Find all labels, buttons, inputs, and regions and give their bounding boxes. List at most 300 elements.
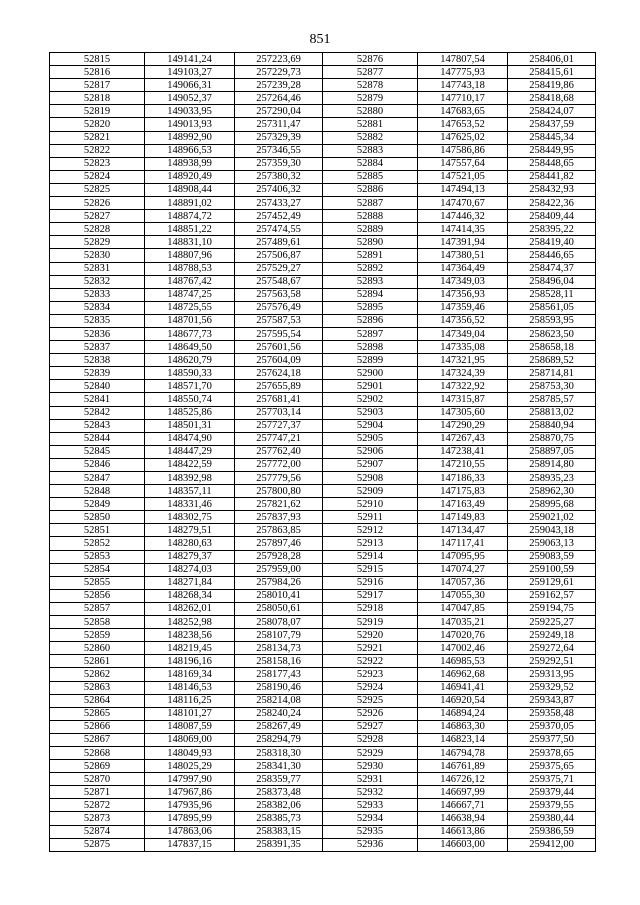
y-coordinate-left: 258134,73 xyxy=(235,642,323,655)
point-number-right: 52913 xyxy=(323,537,418,550)
table-row xyxy=(50,66,596,79)
x-coordinate-left: 147997,90 xyxy=(145,773,235,786)
x-coordinate-right: 146603,00 xyxy=(418,838,508,851)
x-coordinate-left: 148677,73 xyxy=(145,327,235,340)
point-number-right: 52910 xyxy=(323,498,418,511)
x-coordinate-right: 147356,52 xyxy=(418,314,508,327)
point-number-right: 52876 xyxy=(323,53,418,66)
x-coordinate-right: 147349,03 xyxy=(418,275,508,288)
y-coordinate-left: 257727,37 xyxy=(235,419,323,432)
table-row xyxy=(50,393,596,406)
point-number-left: 52857 xyxy=(50,602,145,615)
point-number-left: 52869 xyxy=(50,760,145,773)
table-row xyxy=(50,249,596,262)
y-coordinate-left: 257762,40 xyxy=(235,445,323,458)
point-number-right: 52912 xyxy=(323,524,418,537)
point-number-left: 52849 xyxy=(50,498,145,511)
y-coordinate-left: 257747,21 xyxy=(235,432,323,445)
table-row xyxy=(50,183,596,196)
x-coordinate-left: 148280,63 xyxy=(145,537,235,550)
x-coordinate-left: 149066,31 xyxy=(145,79,235,92)
table-row xyxy=(50,602,596,615)
x-coordinate-right: 147364,49 xyxy=(418,262,508,275)
table-row xyxy=(50,210,596,223)
point-number-left: 52864 xyxy=(50,694,145,707)
x-coordinate-right: 147047,85 xyxy=(418,602,508,615)
point-number-left: 52852 xyxy=(50,537,145,550)
x-coordinate-left: 148392,98 xyxy=(145,472,235,485)
y-coordinate-left: 257563,58 xyxy=(235,288,323,301)
table-row xyxy=(50,511,596,524)
point-number-right: 52920 xyxy=(323,629,418,642)
y-coordinate-left: 257703,14 xyxy=(235,406,323,419)
table-row xyxy=(50,406,596,419)
point-number-left: 52833 xyxy=(50,288,145,301)
x-coordinate-left: 148620,79 xyxy=(145,354,235,367)
y-coordinate-right: 258409,44 xyxy=(508,210,596,223)
point-number-left: 52819 xyxy=(50,105,145,118)
x-coordinate-right: 147305,60 xyxy=(418,406,508,419)
y-coordinate-right: 258406,01 xyxy=(508,53,596,66)
y-coordinate-left: 257290,04 xyxy=(235,105,323,118)
x-coordinate-right: 147653,52 xyxy=(418,118,508,131)
y-coordinate-right: 258446,65 xyxy=(508,249,596,262)
table-row xyxy=(50,157,596,170)
x-coordinate-right: 146667,71 xyxy=(418,799,508,812)
table-row xyxy=(50,720,596,733)
point-number-right: 52885 xyxy=(323,170,418,183)
table-row xyxy=(50,629,596,642)
y-coordinate-left: 258391,35 xyxy=(235,838,323,851)
point-number-left: 52862 xyxy=(50,668,145,681)
point-number-right: 52902 xyxy=(323,393,418,406)
y-coordinate-right: 259272,64 xyxy=(508,642,596,655)
x-coordinate-left: 149033,95 xyxy=(145,105,235,118)
table-row xyxy=(50,838,596,851)
x-coordinate-right: 146697,99 xyxy=(418,786,508,799)
point-number-left: 52815 xyxy=(50,53,145,66)
table-row xyxy=(50,799,596,812)
table-row xyxy=(50,288,596,301)
point-number-left: 52828 xyxy=(50,223,145,236)
point-number-right: 52898 xyxy=(323,341,418,354)
point-number-right: 52928 xyxy=(323,733,418,746)
y-coordinate-right: 258448,65 xyxy=(508,157,596,170)
x-coordinate-left: 148279,51 xyxy=(145,524,235,537)
table-row xyxy=(50,275,596,288)
x-coordinate-left: 147837,15 xyxy=(145,838,235,851)
y-coordinate-left: 257311,47 xyxy=(235,118,323,131)
x-coordinate-left: 148302,75 xyxy=(145,511,235,524)
point-number-right: 52933 xyxy=(323,799,418,812)
y-coordinate-left: 257489,61 xyxy=(235,236,323,249)
y-coordinate-left: 257576,49 xyxy=(235,301,323,314)
point-number-right: 52934 xyxy=(323,812,418,825)
x-coordinate-left: 148087,59 xyxy=(145,720,235,733)
point-number-right: 52892 xyxy=(323,262,418,275)
table-row xyxy=(50,786,596,799)
y-coordinate-left: 258240,24 xyxy=(235,707,323,720)
point-number-right: 52918 xyxy=(323,602,418,615)
point-number-left: 52856 xyxy=(50,589,145,602)
x-coordinate-left: 148920,49 xyxy=(145,170,235,183)
table-row xyxy=(50,92,596,105)
point-number-right: 52917 xyxy=(323,589,418,602)
y-coordinate-right: 259358,48 xyxy=(508,707,596,720)
y-coordinate-left: 258385,73 xyxy=(235,812,323,825)
y-coordinate-left: 257506,87 xyxy=(235,249,323,262)
point-number-right: 52936 xyxy=(323,838,418,851)
x-coordinate-left: 148725,55 xyxy=(145,301,235,314)
y-coordinate-left: 257433,27 xyxy=(235,197,323,210)
x-coordinate-right: 147163,49 xyxy=(418,498,508,511)
y-coordinate-right: 259162,57 xyxy=(508,589,596,602)
x-coordinate-right: 147775,93 xyxy=(418,66,508,79)
point-number-right: 52884 xyxy=(323,157,418,170)
y-coordinate-left: 257595,54 xyxy=(235,327,323,340)
point-number-left: 52837 xyxy=(50,341,145,354)
table-row xyxy=(50,472,596,485)
y-coordinate-left: 257928,28 xyxy=(235,550,323,563)
y-coordinate-right: 258753,30 xyxy=(508,380,596,393)
x-coordinate-right: 147267,43 xyxy=(418,432,508,445)
x-coordinate-left: 149141,24 xyxy=(145,53,235,66)
point-number-left: 52844 xyxy=(50,432,145,445)
y-coordinate-left: 257601,56 xyxy=(235,341,323,354)
point-number-right: 52891 xyxy=(323,249,418,262)
point-number-left: 52825 xyxy=(50,183,145,196)
table-row xyxy=(50,327,596,340)
x-coordinate-left: 148807,96 xyxy=(145,249,235,262)
x-coordinate-left: 149052,37 xyxy=(145,92,235,105)
point-number-right: 52932 xyxy=(323,786,418,799)
x-coordinate-left: 148252,98 xyxy=(145,616,235,629)
y-coordinate-right: 258419,40 xyxy=(508,236,596,249)
table-row xyxy=(50,760,596,773)
x-coordinate-left: 148331,46 xyxy=(145,498,235,511)
table-row xyxy=(50,419,596,432)
point-number-left: 52867 xyxy=(50,733,145,746)
table-row xyxy=(50,642,596,655)
point-number-right: 52882 xyxy=(323,131,418,144)
x-coordinate-right: 146794,78 xyxy=(418,746,508,759)
x-coordinate-left: 148525,86 xyxy=(145,406,235,419)
point-number-left: 52853 xyxy=(50,550,145,563)
y-coordinate-right: 258689,52 xyxy=(508,354,596,367)
table-row xyxy=(50,681,596,694)
table-row xyxy=(50,694,596,707)
point-number-left: 52846 xyxy=(50,458,145,471)
x-coordinate-right: 147359,46 xyxy=(418,301,508,314)
y-coordinate-right: 258935,23 xyxy=(508,472,596,485)
point-number-right: 52914 xyxy=(323,550,418,563)
x-coordinate-right: 147057,36 xyxy=(418,576,508,589)
point-number-left: 52874 xyxy=(50,825,145,838)
x-coordinate-right: 147210,55 xyxy=(418,458,508,471)
point-number-right: 52905 xyxy=(323,432,418,445)
y-coordinate-left: 258373,48 xyxy=(235,786,323,799)
point-number-right: 52883 xyxy=(323,144,418,157)
point-number-left: 52835 xyxy=(50,314,145,327)
x-coordinate-right: 146638,94 xyxy=(418,812,508,825)
x-coordinate-right: 147356,93 xyxy=(418,288,508,301)
table-row xyxy=(50,524,596,537)
x-coordinate-left: 148992,90 xyxy=(145,131,235,144)
x-coordinate-right: 146962,68 xyxy=(418,668,508,681)
y-coordinate-left: 258359,77 xyxy=(235,773,323,786)
point-number-left: 52816 xyxy=(50,66,145,79)
x-coordinate-left: 148169,34 xyxy=(145,668,235,681)
table-row xyxy=(50,733,596,746)
point-number-right: 52888 xyxy=(323,210,418,223)
y-coordinate-right: 259292,51 xyxy=(508,655,596,668)
y-coordinate-right: 259380,44 xyxy=(508,812,596,825)
x-coordinate-left: 148262,01 xyxy=(145,602,235,615)
table-row xyxy=(50,668,596,681)
point-number-left: 52848 xyxy=(50,485,145,498)
y-coordinate-left: 257380,32 xyxy=(235,170,323,183)
y-coordinate-right: 258561,05 xyxy=(508,301,596,314)
x-coordinate-right: 146920,54 xyxy=(418,694,508,707)
x-coordinate-left: 149103,27 xyxy=(145,66,235,79)
y-coordinate-left: 258158,16 xyxy=(235,655,323,668)
y-coordinate-left: 257984,26 xyxy=(235,576,323,589)
point-number-left: 52858 xyxy=(50,616,145,629)
point-number-right: 52911 xyxy=(323,511,418,524)
x-coordinate-right: 147414,35 xyxy=(418,223,508,236)
x-coordinate-left: 148831,10 xyxy=(145,236,235,249)
table-row xyxy=(50,576,596,589)
x-coordinate-right: 147683,65 xyxy=(418,105,508,118)
y-coordinate-right: 259379,55 xyxy=(508,799,596,812)
y-coordinate-left: 258078,07 xyxy=(235,616,323,629)
x-coordinate-left: 148590,33 xyxy=(145,367,235,380)
table-row xyxy=(50,432,596,445)
table-row xyxy=(50,498,596,511)
point-number-left: 52834 xyxy=(50,301,145,314)
y-coordinate-left: 258318,30 xyxy=(235,746,323,759)
table-row xyxy=(50,170,596,183)
x-coordinate-left: 148966,53 xyxy=(145,144,235,157)
x-coordinate-left: 148474,90 xyxy=(145,432,235,445)
x-coordinate-left: 148767,42 xyxy=(145,275,235,288)
table-row xyxy=(50,367,596,380)
point-number-right: 52904 xyxy=(323,419,418,432)
table-row xyxy=(50,118,596,131)
point-number-left: 52838 xyxy=(50,354,145,367)
table-row xyxy=(50,445,596,458)
x-coordinate-left: 148238,56 xyxy=(145,629,235,642)
table-row xyxy=(50,53,596,66)
point-number-left: 52851 xyxy=(50,524,145,537)
y-coordinate-right: 258422,36 xyxy=(508,197,596,210)
x-coordinate-right: 147807,54 xyxy=(418,53,508,66)
y-coordinate-left: 257239,28 xyxy=(235,79,323,92)
x-coordinate-left: 148025,29 xyxy=(145,760,235,773)
y-coordinate-right: 259375,71 xyxy=(508,773,596,786)
y-coordinate-right: 258785,57 xyxy=(508,393,596,406)
y-coordinate-right: 258415,61 xyxy=(508,66,596,79)
y-coordinate-left: 258341,30 xyxy=(235,760,323,773)
point-number-right: 52894 xyxy=(323,288,418,301)
table-row xyxy=(50,773,596,786)
y-coordinate-right: 259343,87 xyxy=(508,694,596,707)
y-coordinate-left: 258294,79 xyxy=(235,733,323,746)
y-coordinate-right: 258445,34 xyxy=(508,131,596,144)
y-coordinate-left: 258382,06 xyxy=(235,799,323,812)
point-number-left: 52868 xyxy=(50,746,145,759)
point-number-left: 52832 xyxy=(50,275,145,288)
x-coordinate-left: 147967,86 xyxy=(145,786,235,799)
point-number-right: 52931 xyxy=(323,773,418,786)
y-coordinate-left: 257587,53 xyxy=(235,314,323,327)
point-number-right: 52903 xyxy=(323,406,418,419)
point-number-right: 52878 xyxy=(323,79,418,92)
x-coordinate-left: 148196,16 xyxy=(145,655,235,668)
point-number-right: 52923 xyxy=(323,668,418,681)
x-coordinate-right: 146613,86 xyxy=(418,825,508,838)
y-coordinate-right: 258914,80 xyxy=(508,458,596,471)
point-number-right: 52927 xyxy=(323,720,418,733)
y-coordinate-left: 257897,46 xyxy=(235,537,323,550)
point-number-right: 52908 xyxy=(323,472,418,485)
y-coordinate-left: 257264,46 xyxy=(235,92,323,105)
x-coordinate-left: 148447,29 xyxy=(145,445,235,458)
x-coordinate-right: 147186,33 xyxy=(418,472,508,485)
x-coordinate-right: 147446,32 xyxy=(418,210,508,223)
x-coordinate-left: 148271,84 xyxy=(145,576,235,589)
y-coordinate-right: 258424,07 xyxy=(508,105,596,118)
x-coordinate-left: 148701,56 xyxy=(145,314,235,327)
x-coordinate-left: 148938,99 xyxy=(145,157,235,170)
x-coordinate-right: 146894,24 xyxy=(418,707,508,720)
y-coordinate-left: 257346,55 xyxy=(235,144,323,157)
point-number-right: 52926 xyxy=(323,707,418,720)
point-number-right: 52895 xyxy=(323,301,418,314)
x-coordinate-right: 147470,67 xyxy=(418,197,508,210)
x-coordinate-left: 148116,25 xyxy=(145,694,235,707)
x-coordinate-right: 147117,41 xyxy=(418,537,508,550)
point-number-left: 52854 xyxy=(50,563,145,576)
point-number-left: 52836 xyxy=(50,327,145,340)
point-number-right: 52893 xyxy=(323,275,418,288)
x-coordinate-right: 147380,51 xyxy=(418,249,508,262)
y-coordinate-right: 259329,52 xyxy=(508,681,596,694)
y-coordinate-left: 257329,39 xyxy=(235,131,323,144)
x-coordinate-right: 146823,14 xyxy=(418,733,508,746)
table-row xyxy=(50,354,596,367)
point-number-right: 52901 xyxy=(323,380,418,393)
x-coordinate-right: 146726,12 xyxy=(418,773,508,786)
y-coordinate-left: 258177,43 xyxy=(235,668,323,681)
point-number-left: 52875 xyxy=(50,838,145,851)
point-number-right: 52916 xyxy=(323,576,418,589)
x-coordinate-left: 148422,59 xyxy=(145,458,235,471)
x-coordinate-right: 147557,64 xyxy=(418,157,508,170)
y-coordinate-right: 258496,04 xyxy=(508,275,596,288)
y-coordinate-left: 257223,69 xyxy=(235,53,323,66)
y-coordinate-right: 258593,95 xyxy=(508,314,596,327)
y-coordinate-right: 259129,61 xyxy=(508,576,596,589)
point-number-right: 52887 xyxy=(323,197,418,210)
point-number-right: 52889 xyxy=(323,223,418,236)
point-number-right: 52900 xyxy=(323,367,418,380)
y-coordinate-left: 258267,49 xyxy=(235,720,323,733)
x-coordinate-right: 147322,92 xyxy=(418,380,508,393)
x-coordinate-left: 148571,70 xyxy=(145,380,235,393)
y-coordinate-right: 258432,93 xyxy=(508,183,596,196)
x-coordinate-right: 147521,05 xyxy=(418,170,508,183)
x-coordinate-left: 148101,27 xyxy=(145,707,235,720)
y-coordinate-right: 259194,75 xyxy=(508,602,596,615)
x-coordinate-left: 148908,44 xyxy=(145,183,235,196)
point-number-left: 52855 xyxy=(50,576,145,589)
table-row xyxy=(50,301,596,314)
point-number-left: 52870 xyxy=(50,773,145,786)
y-coordinate-left: 257779,56 xyxy=(235,472,323,485)
point-number-left: 52841 xyxy=(50,393,145,406)
point-number-right: 52896 xyxy=(323,314,418,327)
table-row xyxy=(50,589,596,602)
table-row xyxy=(50,223,596,236)
point-number-right: 52929 xyxy=(323,746,418,759)
point-number-left: 52824 xyxy=(50,170,145,183)
x-coordinate-right: 146941,41 xyxy=(418,681,508,694)
y-coordinate-right: 258714,81 xyxy=(508,367,596,380)
y-coordinate-right: 259043,18 xyxy=(508,524,596,537)
y-coordinate-left: 257452,49 xyxy=(235,210,323,223)
table-row xyxy=(50,746,596,759)
y-coordinate-right: 259021,02 xyxy=(508,511,596,524)
table-row xyxy=(50,79,596,92)
point-number-left: 52850 xyxy=(50,511,145,524)
y-coordinate-left: 257821,62 xyxy=(235,498,323,511)
point-number-left: 52859 xyxy=(50,629,145,642)
point-number-right: 52907 xyxy=(323,458,418,471)
point-number-left: 52871 xyxy=(50,786,145,799)
point-number-left: 52822 xyxy=(50,144,145,157)
point-number-left: 52861 xyxy=(50,655,145,668)
x-coordinate-right: 147175,83 xyxy=(418,485,508,498)
point-number-left: 52873 xyxy=(50,812,145,825)
x-coordinate-right: 147586,86 xyxy=(418,144,508,157)
x-coordinate-left: 147863,06 xyxy=(145,825,235,838)
point-number-left: 52820 xyxy=(50,118,145,131)
table-row xyxy=(50,380,596,393)
y-coordinate-right: 259378,65 xyxy=(508,746,596,759)
point-number-left: 52829 xyxy=(50,236,145,249)
point-number-right: 52930 xyxy=(323,760,418,773)
x-coordinate-left: 148851,22 xyxy=(145,223,235,236)
y-coordinate-left: 257681,41 xyxy=(235,393,323,406)
y-coordinate-left: 257474,55 xyxy=(235,223,323,236)
x-coordinate-left: 148891,02 xyxy=(145,197,235,210)
y-coordinate-left: 257406,32 xyxy=(235,183,323,196)
y-coordinate-left: 257229,73 xyxy=(235,66,323,79)
x-coordinate-left: 148069,00 xyxy=(145,733,235,746)
x-coordinate-right: 147134,47 xyxy=(418,524,508,537)
table-row xyxy=(50,314,596,327)
x-coordinate-right: 147055,30 xyxy=(418,589,508,602)
x-coordinate-left: 148501,31 xyxy=(145,419,235,432)
page-number: 851 xyxy=(309,32,331,47)
point-number-right: 52881 xyxy=(323,118,418,131)
x-coordinate-right: 147743,18 xyxy=(418,79,508,92)
table-row xyxy=(50,655,596,668)
y-coordinate-left: 257529,27 xyxy=(235,262,323,275)
point-number-right: 52922 xyxy=(323,655,418,668)
point-number-right: 52909 xyxy=(323,485,418,498)
